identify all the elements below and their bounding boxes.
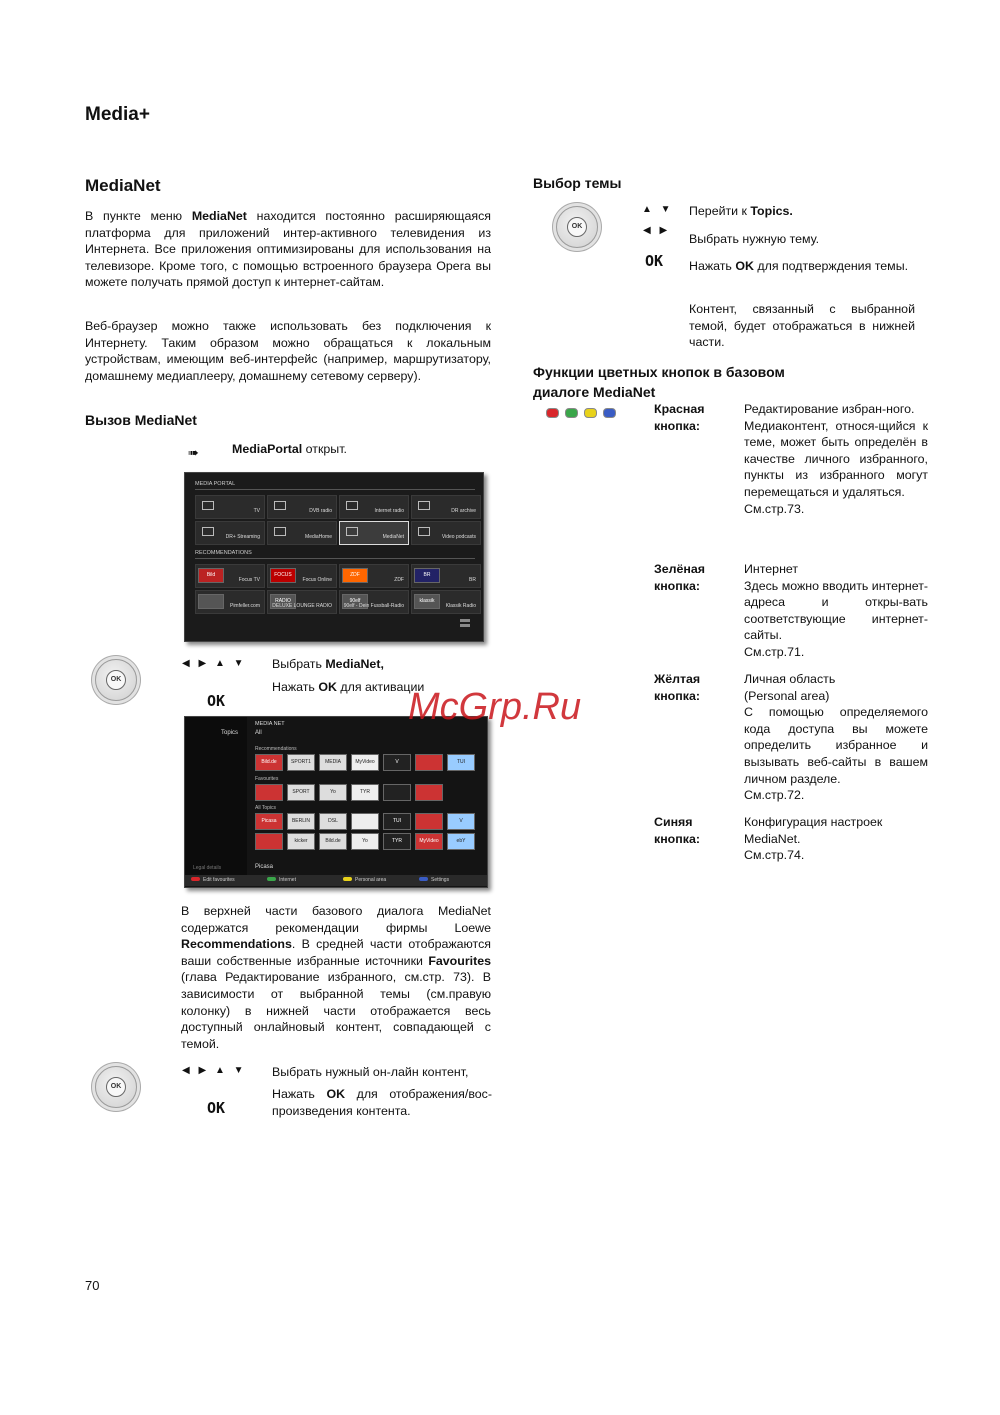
ok-key-icon-3: OK: [645, 252, 664, 270]
legal-details: Legal details: [193, 865, 222, 871]
all-topics-label: All Topics: [255, 805, 277, 811]
portal-tile-icon: [274, 501, 286, 510]
medianet-logo-tile[interactable]: Yo: [319, 784, 347, 801]
color-button-label: Синяя кнопка:: [654, 815, 700, 846]
yellow-button-icon: [584, 408, 597, 418]
portal-tile-label: Internet radio: [374, 508, 404, 514]
portal-tile-icon: [346, 501, 358, 510]
portal-tile[interactable]: [339, 590, 409, 614]
portal-tile-label: ZDF: [394, 577, 404, 583]
color-key-icon: [267, 877, 276, 881]
portal-tile-label: TV: [253, 508, 260, 514]
color-button-description: Личная область (Personal area) С помощью определяемого кода доступа вы можете определить избранное и вызывать веб-сайты в вашем личном разделе. См.стр.72.: [744, 672, 928, 803]
portal-tile[interactable]: [411, 590, 481, 614]
medianet-logo-tile[interactable]: V: [447, 813, 475, 830]
portal-tile[interactable]: [267, 521, 337, 545]
medianet-logo-tile[interactable]: MEDIA: [319, 754, 347, 771]
red-button-icon: [546, 408, 559, 418]
page-title: MediaNet: [85, 176, 161, 195]
portal-tile-label: DR+ Streaming: [225, 534, 260, 540]
portal-tile-logo: 90elf: [342, 594, 368, 609]
medianet-logo-tile[interactable]: [255, 833, 283, 850]
green-button-icon: [565, 408, 578, 418]
portal-tile[interactable]: [267, 564, 337, 588]
portal-tile[interactable]: [411, 495, 481, 519]
topics-label: Topics: [221, 730, 239, 736]
portal-tile-logo: FOCUS: [270, 568, 296, 583]
portal-tile-label: BR: [469, 577, 476, 583]
media-portal-screenshot: [184, 472, 484, 642]
selected-item-label: Picasa: [255, 864, 274, 870]
medianet-logo-tile[interactable]: DSL: [319, 813, 347, 830]
medianet-footer-item: [419, 877, 449, 883]
portal-header: MEDIA PORTAL: [195, 481, 236, 487]
medianet-logo-tile[interactable]: [415, 754, 443, 771]
call-medianet-heading: Вызов MediaNet: [85, 412, 197, 428]
portal-tile-label: MediaNet: [382, 534, 404, 540]
portal-tile-label: DELUXE LOUNGE RADIO: [272, 603, 332, 609]
medianet-logo-tile[interactable]: SPORT: [287, 784, 315, 801]
blue-button-icon: [603, 408, 616, 418]
portal-tile-icon: [202, 501, 214, 510]
medianet-logo-tile[interactable]: [415, 784, 443, 801]
favourites-label: Favourites: [255, 776, 279, 782]
medianet-footer-label: Internet: [279, 877, 296, 883]
medianet-description: В верхней части базового диалога MediaNet содержатся рекомендации фирмы Loewe Recommendations. В средней части отображаются ваши собственные избранные источники Favourites (глава Редактирование избранного, см.стр. 73). В зависимости от выбранной темы (см.правую колонку) в нижней части отображается весь доступный онлайновый контент, совпадающей с темой.: [181, 904, 491, 1051]
medianet-logo-tile[interactable]: [383, 784, 411, 801]
color-button-label: Красная кнопка:: [654, 402, 705, 433]
portal-tile-logo: RADIO: [270, 594, 296, 609]
medianet-logo-tile[interactable]: TUI: [447, 754, 475, 771]
medianet-footer-item: [267, 877, 296, 883]
portal-tile[interactable]: [339, 564, 409, 588]
portal-tile-label: DVB radio: [309, 508, 332, 514]
medianet-logo-tile[interactable]: TYR: [383, 833, 411, 850]
portal-tile[interactable]: [411, 564, 481, 588]
medianet-logo-tile[interactable]: Bild.de: [255, 754, 283, 771]
up-down-keys-icon: ▲ ▼: [642, 204, 674, 215]
color-key-icon: [191, 877, 200, 881]
medianet-logo-tile[interactable]: [351, 813, 379, 830]
portal-tile[interactable]: [195, 521, 265, 545]
precondition-icon: ➠: [188, 445, 199, 460]
portal-tile[interactable]: [195, 564, 265, 588]
color-button-label: Жёлтая кнопка:: [654, 672, 701, 703]
portal-tile[interactable]: [339, 495, 409, 519]
medianet-screenshot: [184, 716, 488, 888]
color-key-icon: [419, 877, 428, 881]
step2-select: Выбрать нужный он-лайн контент,: [272, 1065, 469, 1079]
portal-tile-label: MediaHome: [305, 534, 332, 540]
portal-tile[interactable]: [411, 521, 481, 545]
medianet-footer-label: Personal area: [355, 877, 387, 883]
portal-tile-label: 90elf - Dein Fussball-Radio: [343, 603, 404, 609]
intro-paragraph-1: В пункте меню MediaNet находится постоянно расширяющаяся платформа для приложений интер-активного телевидения из Интернета. Все приложения оптимизированы для использования на телевизоре. Кроме того, с помощью встроенного браузера Opera вы можете получать прямой доступ к интернет-сайтам.: [85, 209, 491, 290]
medianet-logo-tile[interactable]: [415, 813, 443, 830]
ok-key-icon-2: OK: [207, 1099, 226, 1117]
watermark: McGrp.Ru: [408, 686, 582, 728]
recommendations-label: Recommendations: [255, 746, 297, 752]
portal-tile-logo: [198, 594, 224, 609]
topic-value: All: [255, 730, 262, 736]
medianet-logo-tile[interactable]: kicker: [287, 833, 315, 850]
topic-step-1: Перейти к Topics.: [689, 204, 793, 218]
topic-step-4: Контент, связанный с выбранной темой, будет отображаться в нижней части.: [689, 302, 915, 350]
section-header: Media+: [85, 104, 150, 125]
portal-tile[interactable]: [267, 590, 337, 614]
color-button-description: Интернет Здесь можно вводить интернет-адреса и откры-вать соответствующие интернет-сайты. См.стр.71.: [744, 562, 929, 659]
portal-tile-logo: ZDF: [342, 568, 368, 583]
color-button-label: Зелёная кнопка:: [654, 562, 706, 593]
medianet-footer-label: Edit favourites: [203, 877, 235, 883]
portal-tile-logo: klassik: [414, 594, 440, 609]
color-key-icon: [343, 877, 352, 881]
portal-tile-label: Video podcasts: [441, 534, 476, 540]
arrow-keys-icon: ◀ ▶ ▲ ▼: [182, 658, 247, 669]
portal-recommendations-label: RECOMMENDATIONS: [195, 550, 252, 556]
portal-tile-label: Focus Online: [302, 577, 332, 583]
portal-tile[interactable]: [267, 495, 337, 519]
medianet-logo-tile[interactable]: [255, 784, 283, 801]
medianet-logo-tile[interactable]: TUI: [383, 813, 411, 830]
ok-key-icon: OK: [207, 692, 226, 710]
color-button-description: Конфигурация настроек MediaNet. См.стр.74.: [744, 815, 883, 863]
remote-navigation-pad-2: OK: [95, 1066, 137, 1108]
topic-step-3: Нажать OK для подтверждения темы.: [689, 259, 909, 273]
medianet-logo-tile[interactable]: SPORT1: [287, 754, 315, 771]
medianet-logo-tile[interactable]: BERLIN: [287, 813, 315, 830]
step1-select: Выбрать MediaNet,: [272, 657, 384, 671]
step2-press: Нажать OK для отображения/вос-произведения контента.: [272, 1087, 492, 1118]
precondition-text: MediaPortal открыт.: [232, 442, 347, 456]
medianet-logo-tile[interactable]: ebY: [447, 833, 475, 850]
color-buttons-icon: [546, 405, 622, 423]
page-number: 70: [85, 1278, 100, 1293]
portal-tile-label: DR archive: [451, 508, 476, 514]
topic-selection-heading: Выбор темы: [533, 175, 622, 191]
portal-tile-logo: BR: [414, 568, 440, 583]
arrow-keys-icon-2: ◀ ▶ ▲ ▼: [182, 1065, 247, 1076]
intro-paragraph-2: Веб-браузер можно также использовать без подключения к Интернету. Таким образом можно обращаться к локальным устройствам, имеющим веб-интерфейс (например, маршрутизатору, домашнему медиаплееру, домашнему сетевому серверу).: [85, 319, 491, 383]
portal-tile-logo: Bild: [198, 568, 224, 583]
portal-tile-icon: [202, 527, 214, 536]
portal-tile[interactable]: [195, 495, 265, 519]
portal-tile-icon: [418, 527, 430, 536]
color-button-description: Редактирование избран-ного. Медиаконтент, относя-щийся к теме, может быть определён в качестве личного избранного, пункты из избранного могут перемещаться и удаляться. См.стр.73.: [744, 402, 928, 516]
portal-tile-icon: [346, 527, 358, 536]
medianet-logo-tile[interactable]: Yo: [351, 833, 379, 850]
color-functions-heading: Функции цветных кнопок в базовом диалоге MediaNet: [533, 364, 785, 400]
portal-tile[interactable]: [339, 521, 409, 545]
step1-press: Нажать OK для активации: [272, 680, 425, 694]
medianet-footer-label: Settings: [431, 877, 450, 883]
portal-tile-icon: [274, 527, 286, 536]
remote-navigation-pad-3: OK: [556, 206, 598, 248]
medianet-logo-tile[interactable]: Bild.de: [319, 833, 347, 850]
portal-tile-icon: [418, 501, 430, 510]
medianet-logo-tile[interactable]: V: [383, 754, 411, 771]
portal-tile[interactable]: [195, 590, 265, 614]
medianet-footer-item: [343, 877, 386, 883]
medianet-logo-tile[interactable]: TYR: [351, 784, 379, 801]
portal-tile-label: Klassik Radio: [445, 603, 476, 609]
portal-tile-label: Pimfeller.com: [229, 603, 260, 609]
topic-step-2: Выбрать нужную тему.: [689, 232, 820, 246]
medianet-logo-tile[interactable]: MyVideo: [351, 754, 379, 771]
medianet-logo-tile[interactable]: MyVideo: [415, 833, 443, 850]
medianet-header: MEDIA NET: [255, 721, 285, 727]
medianet-footer-item: [191, 877, 235, 883]
portal-tile-label: Focus TV: [238, 577, 260, 583]
left-right-keys-icon: ◀ ▶: [643, 225, 671, 236]
remote-navigation-pad: OK: [95, 659, 137, 701]
medianet-logo-tile[interactable]: Picasa: [255, 813, 283, 830]
